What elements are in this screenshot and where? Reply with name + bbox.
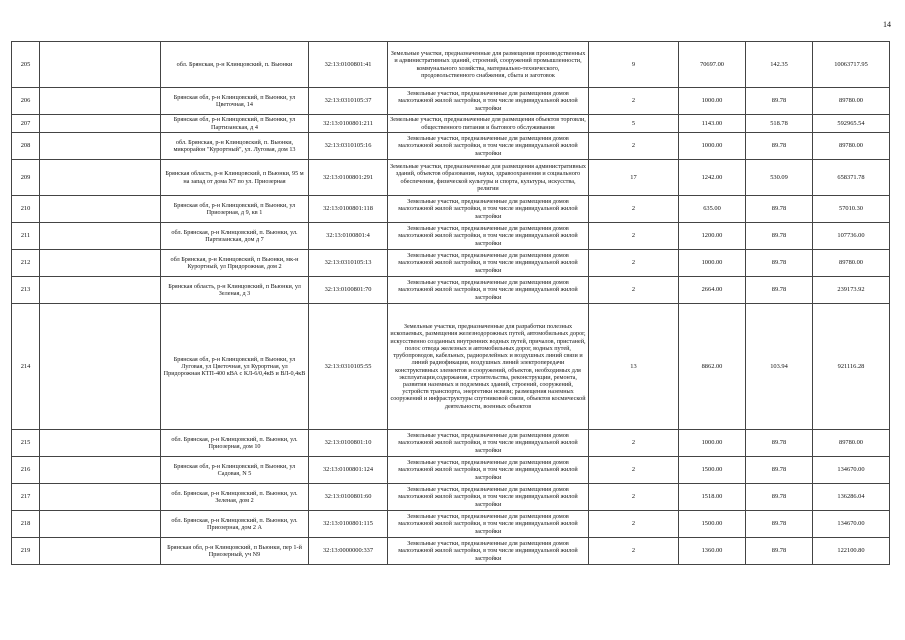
land-use-cell: Земельные участки, предназначенные для размещения административных зданий, объектов образования, науки, здравоохранения и социального обеспечения, физической культуры и спорта, культуры, искусства, религии xyxy=(388,160,589,196)
area-cell: 1200.00 xyxy=(679,223,746,250)
address-cell: обл. Брянская, р-н Клинцовский, п. Вьюнки, ул. Приозерная, дом 10 xyxy=(161,430,309,457)
table-row xyxy=(12,457,890,484)
address-cell: Брянская обл, р-н Клинцовский, п Вьюнки, ул Цветочная, 14 xyxy=(161,88,309,115)
land-use-cell: Земельные участки, предназначенные для размещения домов малоэтажной жилой застройки, в том числе индивидуальной жилой застройки xyxy=(388,277,589,304)
cadastral-value-cell: 658371.78 xyxy=(813,160,890,196)
cadastral-number-cell: 32:13:0100801:41 xyxy=(309,42,388,88)
use-group-cell: 17 xyxy=(589,160,679,196)
row-number: 213 xyxy=(12,277,40,304)
use-group-cell: 2 xyxy=(589,223,679,250)
row-number: 208 xyxy=(12,133,40,160)
area-cell: 1500.00 xyxy=(679,457,746,484)
cadastral-value-cell: 89780.00 xyxy=(813,133,890,160)
land-plots-table xyxy=(11,41,890,565)
specific-value-cell: 142.35 xyxy=(746,42,813,88)
cadastral-number-cell: 32:13:0100801:211 xyxy=(309,115,388,133)
cadastral-number-cell: 32:13:0100801:291 xyxy=(309,160,388,196)
row-number: 214 xyxy=(12,304,40,430)
use-group-cell: 9 xyxy=(589,42,679,88)
area-cell: 1500.00 xyxy=(679,511,746,538)
address-cell: обл. Брянская, р-н Клинцовский, п. Вьюнки, ул. Зеленая, дом 2 xyxy=(161,484,309,511)
cadastral-number-cell: 32:13:0100801:4 xyxy=(309,223,388,250)
area-cell: 70697.00 xyxy=(679,42,746,88)
address-cell: Брянская обл, р-н Клинцовский, п Вьюнки, ул Луговая, ул Цветочная, ул Курортная, ул Придорожная КТП-400 кВА с КЛ-6/0,4кВ и ВЛ-0,4кВ xyxy=(161,304,309,430)
address-cell: обл. Брянская, р-н Клинцовский, п. Вьюнки xyxy=(161,42,309,88)
area-cell: 1000.00 xyxy=(679,88,746,115)
cadastral-value-cell: 239173.92 xyxy=(813,277,890,304)
address-cell: Брянская обл, р-н Клинцовский, п Вьюнки, ул Партизанская, д 4 xyxy=(161,115,309,133)
cadastral-value-cell: 107736.00 xyxy=(813,223,890,250)
cadastral-value-cell: 921116.28 xyxy=(813,304,890,430)
area-cell: 1000.00 xyxy=(679,430,746,457)
row-number: 211 xyxy=(12,223,40,250)
row-number: 212 xyxy=(12,250,40,277)
cadastral-number-cell: 32:13:0100801:10 xyxy=(309,430,388,457)
area-cell: 1518.00 xyxy=(679,484,746,511)
cadastral-number-cell: 32:13:0100801:60 xyxy=(309,484,388,511)
address-cell: обл. Брянская, р-н Клинцовский, п. Вьюнки, микрорайон "Курортный", ул. Луговая, дом 13 xyxy=(161,133,309,160)
cadastral-value-cell: 89780.00 xyxy=(813,88,890,115)
cadastral-value-cell: 89780.00 xyxy=(813,430,890,457)
blank-cell xyxy=(40,304,161,430)
address-cell: Брянская обл, р-н Клинцовский, п Вьюнки, ул Приозерная, д 9, кв 1 xyxy=(161,196,309,223)
specific-value-cell: 89.78 xyxy=(746,196,813,223)
table-row xyxy=(12,196,890,223)
specific-value-cell: 89.78 xyxy=(746,538,813,565)
row-number: 205 xyxy=(12,42,40,88)
cadastral-value-cell: 122100.80 xyxy=(813,538,890,565)
land-use-cell: Земельные участки, предназначенные для размещения домов малоэтажной жилой застройки, в том числе индивидуальной жилой застройки xyxy=(388,196,589,223)
specific-value-cell: 518.78 xyxy=(746,115,813,133)
table-body xyxy=(12,42,890,565)
blank-cell xyxy=(40,277,161,304)
cadastral-value-cell: 10063717.95 xyxy=(813,42,890,88)
cadastral-number-cell: 32:13:0000000:337 xyxy=(309,538,388,565)
cadastral-value-cell: 134670.00 xyxy=(813,457,890,484)
row-number: 219 xyxy=(12,538,40,565)
blank-cell xyxy=(40,160,161,196)
cadastral-number-cell: 32:13:0310105:13 xyxy=(309,250,388,277)
use-group-cell: 2 xyxy=(589,484,679,511)
row-number: 217 xyxy=(12,484,40,511)
cadastral-value-cell: 89780.00 xyxy=(813,250,890,277)
area-cell: 1360.00 xyxy=(679,538,746,565)
row-number: 206 xyxy=(12,88,40,115)
table-row xyxy=(12,133,890,160)
blank-cell xyxy=(40,196,161,223)
blank-cell xyxy=(40,223,161,250)
use-group-cell: 13 xyxy=(589,304,679,430)
land-use-cell: Земельные участки, предназначенные для размещения объектов торговли, общественного питания и бытового обслуживания xyxy=(388,115,589,133)
blank-cell xyxy=(40,538,161,565)
blank-cell xyxy=(40,133,161,160)
area-cell: 1143.00 xyxy=(679,115,746,133)
cadastral-number-cell: 32:13:0310105:55 xyxy=(309,304,388,430)
cadastral-value-cell: 134670.00 xyxy=(813,511,890,538)
blank-cell xyxy=(40,430,161,457)
blank-cell xyxy=(40,42,161,88)
land-use-cell: Земельные участки, предназначенные для размещения домов малоэтажной жилой застройки, в том числе индивидуальной жилой застройки xyxy=(388,88,589,115)
row-number: 218 xyxy=(12,511,40,538)
specific-value-cell: 89.78 xyxy=(746,88,813,115)
land-use-cell: Земельные участки, предназначенные для размещения домов малоэтажной жилой застройки, в том числе индивидуальной жилой застройки xyxy=(388,133,589,160)
cadastral-number-cell: 32:13:0100801:124 xyxy=(309,457,388,484)
area-cell: 8862.00 xyxy=(679,304,746,430)
row-number: 216 xyxy=(12,457,40,484)
area-cell: 1242.00 xyxy=(679,160,746,196)
specific-value-cell: 89.78 xyxy=(746,223,813,250)
table-row xyxy=(12,160,890,196)
cadastral-number-cell: 32:13:0100801:70 xyxy=(309,277,388,304)
use-group-cell: 2 xyxy=(589,196,679,223)
table-row xyxy=(12,42,890,88)
blank-cell xyxy=(40,511,161,538)
table-row xyxy=(12,511,890,538)
address-cell: Брянская область, р-н Клинцовский, п Вьюнки, ул Зеленая, д 3 xyxy=(161,277,309,304)
cadastral-number-cell: 32:13:0100801:115 xyxy=(309,511,388,538)
land-use-cell: Земельные участки, предназначенные для разработки полезных ископаемых, размещения железнодорожных путей, автомобильных дорог, искусственно созданных внутренних водных путей, причалов, пристаней, полос отвода железных и автомобильных дорог, водных путей, трубопроводов, кабельных, радиорелейных и воздушных линий связи и линий радиофикации, воздушных линий электропередачи конструктивных элементов и сооружений, объектов, необходимых для эксплуатации,содержания, строительства, реконструкции, ремонта, развития наземных и подземных зданий, строений, сооружений, устройств транспорта, энергетики нсвязи; размещения наземных сооружений и инфраструктуры спутниковой связи, объектов космической деятельности, военных объектов xyxy=(388,304,589,430)
use-group-cell: 2 xyxy=(589,430,679,457)
cadastral-number-cell: 32:13:0100801:118 xyxy=(309,196,388,223)
blank-cell xyxy=(40,250,161,277)
land-use-cell: Земельные участки, предназначенные для размещения производственных и административных зданий, строений, сооружений промышленности, коммунального хозяйства, материально-технического, продовольственного снабжения, сбыта и заготовок xyxy=(388,42,589,88)
use-group-cell: 2 xyxy=(589,133,679,160)
land-use-cell: Земельные участки, предназначенные для размещения домов малоэтажной жилой застройки, в том числе индивидуальной жилой застройки xyxy=(388,484,589,511)
table-row xyxy=(12,115,890,133)
page-number: 14 xyxy=(883,20,891,29)
table-row xyxy=(12,277,890,304)
use-group-cell: 2 xyxy=(589,538,679,565)
table-row xyxy=(12,250,890,277)
land-use-cell: Земельные участки, предназначенные для размещения домов малоэтажной жилой застройки, в том числе индивидуальной жилой застройки xyxy=(388,223,589,250)
table-row xyxy=(12,538,890,565)
blank-cell xyxy=(40,88,161,115)
land-use-cell: Земельные участки, предназначенные для размещения домов малоэтажной жилой застройки, в том числе индивидуальной жилой застройки xyxy=(388,457,589,484)
area-cell: 1000.00 xyxy=(679,133,746,160)
table-row xyxy=(12,430,890,457)
blank-cell xyxy=(40,484,161,511)
row-number: 215 xyxy=(12,430,40,457)
blank-cell xyxy=(40,115,161,133)
cadastral-number-cell: 32:13:0310105:37 xyxy=(309,88,388,115)
specific-value-cell: 89.78 xyxy=(746,457,813,484)
address-cell: обл. Брянская, р-н Клинцовский, п. Вьюнки, ул. Партизанская, дом д 7 xyxy=(161,223,309,250)
use-group-cell: 2 xyxy=(589,511,679,538)
specific-value-cell: 89.78 xyxy=(746,133,813,160)
land-use-cell: Земельные участки, предназначенные для размещения домов малоэтажной жилой застройки, в том числе индивидуальной жилой застройки xyxy=(388,511,589,538)
area-cell: 1000.00 xyxy=(679,250,746,277)
use-group-cell: 2 xyxy=(589,88,679,115)
address-cell: Брянская обл, р-н Клинцовский, п Вьюнки, пер 1-й Приозерный, уч N9 xyxy=(161,538,309,565)
cadastral-value-cell: 57010.30 xyxy=(813,196,890,223)
row-number: 207 xyxy=(12,115,40,133)
table-row xyxy=(12,484,890,511)
area-cell: 2664.00 xyxy=(679,277,746,304)
address-cell: обл. Брянская, р-н Клинцовский, п. Вьюнки, ул. Приозерная, дом 2 А xyxy=(161,511,309,538)
table-row xyxy=(12,223,890,250)
specific-value-cell: 530.09 xyxy=(746,160,813,196)
land-use-cell: Земельные участки, предназначенные для размещения домов малоэтажной жилой застройки, в том числе индивидуальной жилой застройки xyxy=(388,250,589,277)
row-number: 209 xyxy=(12,160,40,196)
blank-cell xyxy=(40,457,161,484)
address-cell: обл Брянская, р-н Клинцовский, п Вьюнки, мк-н Курортный, ул Придорожная, дом 2 xyxy=(161,250,309,277)
specific-value-cell: 89.78 xyxy=(746,430,813,457)
specific-value-cell: 89.78 xyxy=(746,511,813,538)
cadastral-value-cell: 592965.54 xyxy=(813,115,890,133)
address-cell: Брянская область, р-н Клинцовский, п Вьюнки, 95 м на запад от дома N7 по ул. Приозерная xyxy=(161,160,309,196)
land-use-cell: Земельные участки, предназначенные для размещения домов малоэтажной жилой застройки, в том числе индивидуальной жилой застройки xyxy=(388,430,589,457)
specific-value-cell: 103.94 xyxy=(746,304,813,430)
table-row xyxy=(12,88,890,115)
specific-value-cell: 89.78 xyxy=(746,277,813,304)
address-cell: Брянская обл, р-н Клинцовский, п Вьюнки, ул Садовая, N 5 xyxy=(161,457,309,484)
specific-value-cell: 89.78 xyxy=(746,484,813,511)
use-group-cell: 2 xyxy=(589,250,679,277)
use-group-cell: 2 xyxy=(589,277,679,304)
use-group-cell: 2 xyxy=(589,457,679,484)
table-row xyxy=(12,304,890,430)
land-use-cell: Земельные участки, предназначенные для размещения домов малоэтажной жилой застройки, в том числе индивидуальной жилой застройки xyxy=(388,538,589,565)
use-group-cell: 5 xyxy=(589,115,679,133)
cadastral-value-cell: 136286.04 xyxy=(813,484,890,511)
cadastral-number-cell: 32:13:0310105:16 xyxy=(309,133,388,160)
row-number: 210 xyxy=(12,196,40,223)
specific-value-cell: 89.78 xyxy=(746,250,813,277)
area-cell: 635.00 xyxy=(679,196,746,223)
